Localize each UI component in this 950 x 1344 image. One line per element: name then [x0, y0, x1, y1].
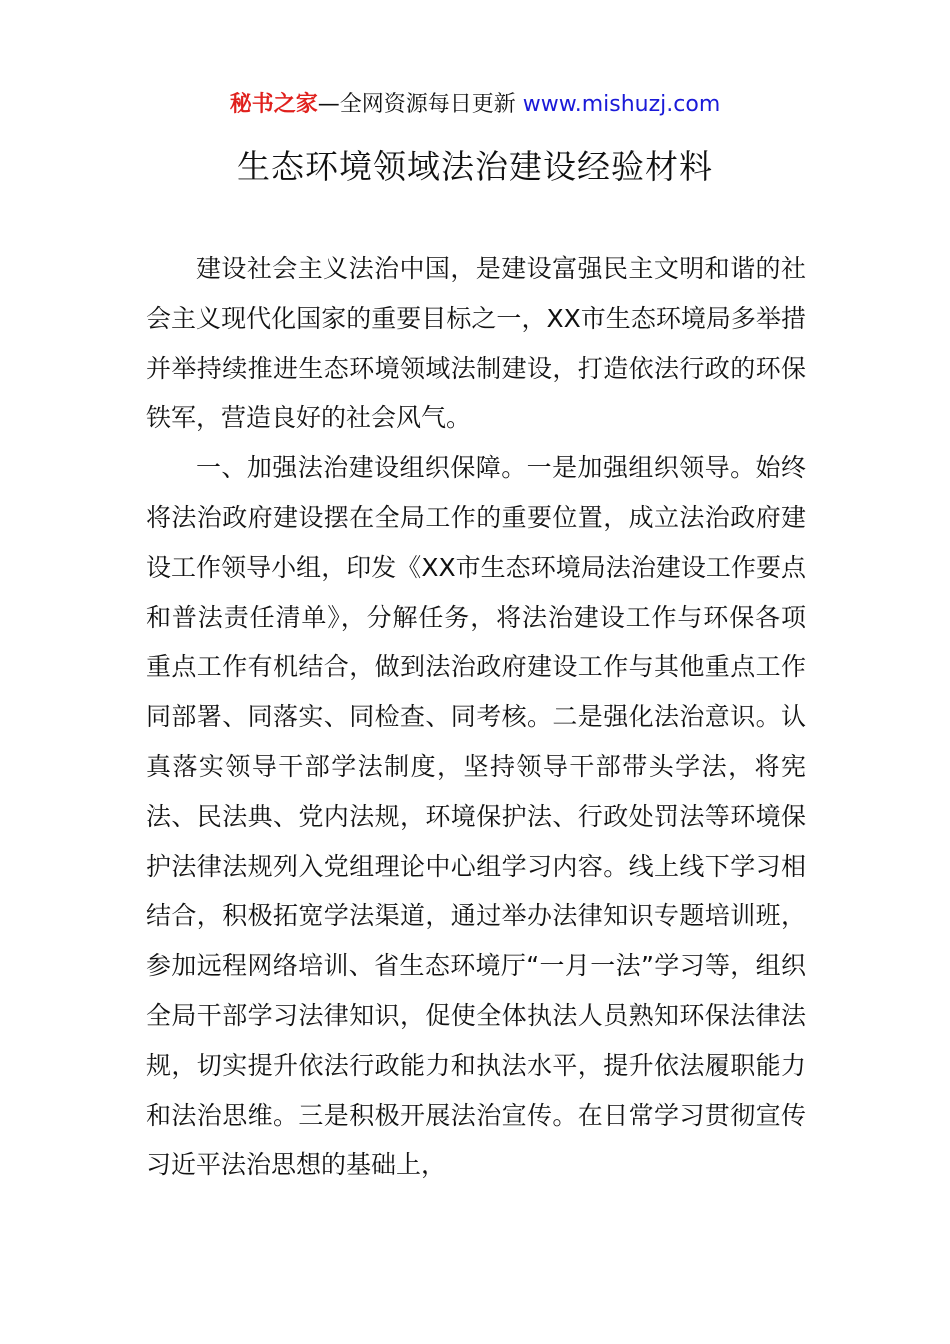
- brand-name: 秘书之家: [229, 92, 318, 117]
- site-header: [0, 88, 950, 122]
- document-body: [146, 244, 806, 1190]
- body-paragraph: 一、加强法治建设组织保障。一是加强组织领导。始终将法治政府建设摆在全局工作的重要位置，成立法治政府建设工作领导小组，印发《XX市生态环境局法治建设工作要点和普法责任清单》，分解任务，将法治建设工作与环保各项重点工作有机结合，做到法治政府建设工作与其他重点工作同部署、同落实、同检查、同考核。二是强化法治意识。认真落实领导干部学法制度，坚持领导干部带头学法，将宪法、民法典、党内法规，环境保护法、行政处罚法等环境保护法律法规列入党组理论中心组学习内容。线上线下学习相结合，积极拓宽学法渠道，通过举办法律知识专题培训班，参加远程网络培训、省生态环境厅“一月一法”学习等，组织全局干部学习法律知识，促使全体执法人员熟知环保法律法规，切实提升依法行政能力和执法水平，提升依法履职能力和法治思维。三是积极开展法治宣传。在日常学习贯彻宣传习近平法治思想的基础上，: [146, 453, 806, 1180]
- header-slogan: —全网资源每日更新: [317, 92, 523, 117]
- site-url-link[interactable]: www.mishuzj.com: [522, 92, 721, 117]
- document-title: 生态环境领域法治建设经验材料: [237, 147, 713, 186]
- body-paragraph: 建设社会主义法治中国，是建设富强民主文明和谐的社会主义现代化国家的重要目标之一，XX市生态环境局多举措并举持续推进生态环境领域法制建设，打造依法行政的环保铁军，营造良好的社会风气。: [146, 254, 806, 433]
